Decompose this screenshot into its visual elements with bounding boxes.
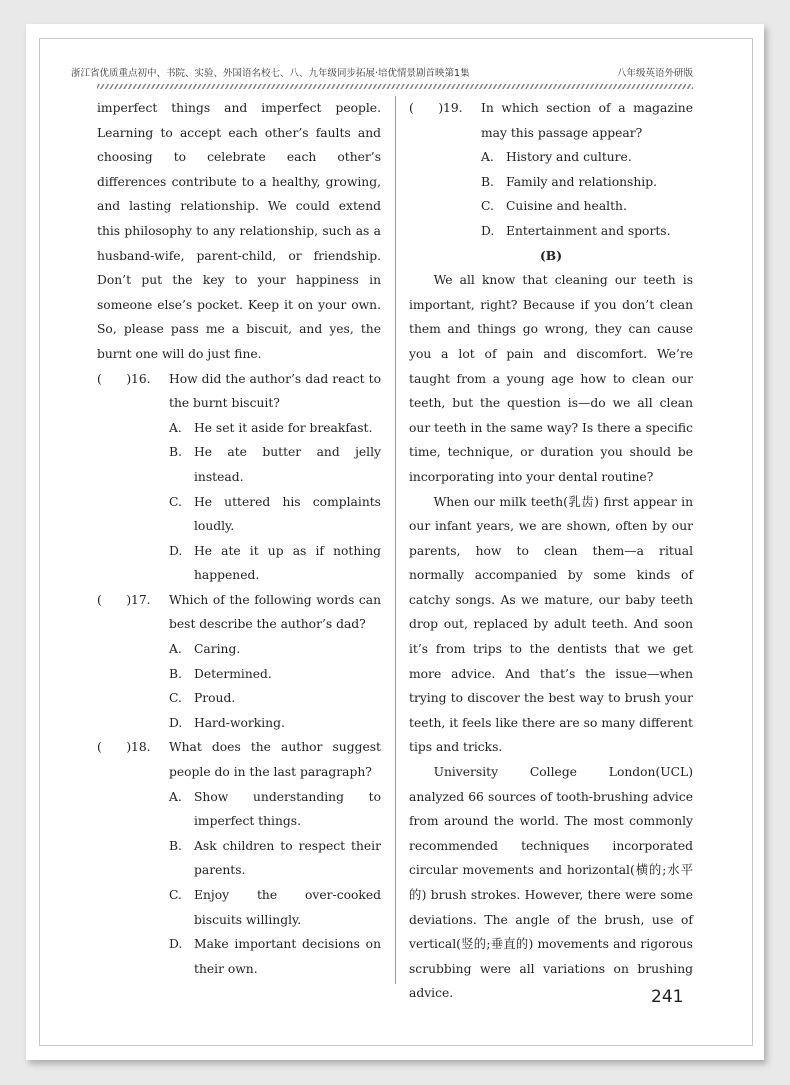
option-letter: C. [169,691,182,706]
option-b[interactable] [97,440,381,489]
option-text: Entertainment and sports. [506,223,671,238]
column-divider [395,96,396,984]
option-letter: A. [169,789,182,804]
question-number: 16. [131,371,151,386]
option-letter: B. [169,445,182,460]
option-text: Hard-working. [194,715,285,730]
question-number: 19. [443,101,463,115]
option-text: Enjoy the over-cooked biscuits willingly. [194,888,381,927]
option-letter: D. [481,223,495,238]
option-text: He set it aside for breakfast. [194,420,373,435]
passage-b-paragraph-2: When our milk teeth(乳齿) first appear in our infant years, we are shown, often by our parents, how to clean them—a ritual normally accompanied by some kinds of catchy songs. As we mature, our baby teeth drop out, replaced by adult teeth. And soon it’s from trips to the dentists that we get more advice. And that’s the issue—when trying to discover the best way to brush your teeth, it feels like there are so many different tips and tricks. [409,494,693,755]
option-text: Proud. [194,691,236,706]
option-text: Show understanding to imperfect things. [194,789,381,829]
passage-a-ending: imperfect things and imperfect people. Learning to accept each other’s faults and choosing to celebrate each other’s differences contribute to a healthy, growing, and lasting relationship. We could extend this philosophy to any relationship, such as a husband-wife, parent-child, or friendship. Don’t put the key to your happiness in someone else’s pocket. Keep it on your own. So, please pass me a biscuit, and yes, the burnt one will do just fine. [97,101,381,361]
left-column [97,96,381,981]
header-series-title: 浙江省优质重点初中、书院、实验、外国语名校七、八、九年级同步拓展·培优情景剧首映第1集 [71,68,470,79]
option-b[interactable] [97,662,381,687]
option-c[interactable] [97,686,381,711]
option-letter: D. [169,543,183,558]
question-16 [97,367,381,588]
answer-blank[interactable]: ( ) [97,740,132,755]
question-18 [97,735,381,981]
option-b[interactable] [409,170,693,195]
answer-blank[interactable]: ( ) [97,592,132,607]
question-number: 18. [131,740,151,755]
section-title: (B) [539,247,563,263]
option-letter: A. [481,150,494,165]
option-letter: A. [169,642,182,657]
header-book-title: 八年级英语外研版 [616,68,693,79]
option-c[interactable] [97,883,381,932]
option-letter: C. [169,494,182,509]
option-text: Determined. [194,666,272,681]
option-letter: A. [169,420,182,435]
option-letter: C. [169,888,182,902]
option-d[interactable] [97,711,381,736]
page-number: 241 [651,987,684,1007]
option-text: Cuisine and health. [506,199,627,214]
option-d[interactable] [97,539,381,588]
question-19 [409,96,693,244]
option-text: Family and relationship. [506,174,658,189]
option-a[interactable] [409,145,693,170]
option-letter: B. [169,666,182,681]
running-header [71,65,693,79]
option-c[interactable] [97,490,381,539]
question-stem: What does the author suggest people do in the last paragraph? [169,740,381,780]
option-d[interactable] [409,219,693,244]
option-text: Caring. [194,642,241,657]
option-letter: C. [481,199,494,214]
option-text: Make important decisions on their own. [194,937,381,976]
option-b[interactable] [97,834,381,883]
right-column [409,96,693,1006]
option-letter: B. [169,838,182,853]
option-text: History and culture. [506,150,632,165]
question-stem: How did the author’s dad react to the burnt biscuit? [169,371,381,411]
option-text: Ask children to respect their parents. [194,838,381,878]
answer-blank[interactable]: ( ) [409,101,444,115]
option-text: He ate it up as if nothing happened. [194,543,381,583]
question-number: 17. [131,592,151,607]
option-a[interactable] [97,637,381,662]
option-letter: B. [481,174,494,189]
question-stem: In which section of a magazine may this passage appear? [481,101,693,140]
question-stem: Which of the following words can best describe the author’s dad? [169,592,381,632]
option-c[interactable] [409,194,693,219]
option-letter: D. [169,715,183,730]
option-letter: D. [169,937,183,952]
option-a[interactable] [97,416,381,441]
passage-b-paragraph-1: We all know that cleaning our teeth is important, right? Because if you don’t clean them and things go wrong, they can cause you a lot of pain and discomfort. We’re taught from a young age how to clean our teeth, but the question is—do we all clean our teeth in the same way? Is there a specific time, technique, or duration you should be incorporating into your dental routine? [409,273,693,484]
answer-blank[interactable]: ( ) [97,371,132,386]
option-d[interactable] [97,932,381,981]
option-text: He uttered his complaints loudly. [194,494,381,534]
option-a[interactable] [97,785,381,834]
option-text: He ate butter and jelly instead. [194,445,381,484]
passage-b-paragraph-3: University College London(UCL) analyzed 66 sources of tooth-brushing advice from around the world. The most commonly recommended techniques incorporated circular movements and horizontal(横的;水平的) brush strokes. However, there were some deviations. The angle of the brush, use of vertical(竖的;垂直的) movements and rigorous scrubbing were all variations on brushing advice. [409,765,693,1001]
question-17 [97,588,381,736]
header-rule [97,84,693,89]
